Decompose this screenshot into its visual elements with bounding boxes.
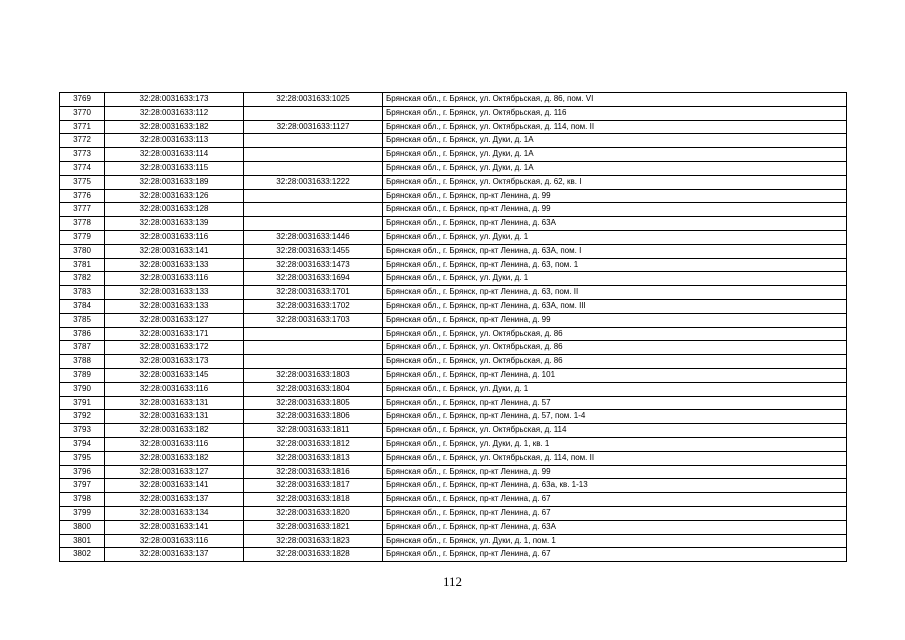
building-number-cell: [244, 217, 383, 231]
cadastral-number-cell: 32:28:0031633:115: [105, 161, 244, 175]
table-row: [60, 313, 847, 327]
table-row: [60, 175, 847, 189]
row-number-cell: 3781: [60, 258, 105, 272]
cadastral-number-cell: 32:28:0031633:133: [105, 299, 244, 313]
building-number-cell: 32:28:0031633:1222: [244, 175, 383, 189]
cadastral-number-cell: 32:28:0031633:131: [105, 410, 244, 424]
address-cell: Брянская обл., г. Брянск, ул. Дуки, д. 1: [383, 382, 847, 396]
page-number: 112: [442, 574, 463, 589]
row-number-cell: 3797: [60, 479, 105, 493]
building-number-cell: [244, 327, 383, 341]
row-number-cell: 3783: [60, 286, 105, 300]
table-row: [60, 437, 847, 451]
cadastral-number-cell: 32:28:0031633:145: [105, 368, 244, 382]
building-number-cell: [244, 189, 383, 203]
row-number-cell: 3801: [60, 534, 105, 548]
building-number-cell: [244, 148, 383, 162]
table-row: [60, 272, 847, 286]
table-row: [60, 355, 847, 369]
building-number-cell: 32:28:0031633:1821: [244, 520, 383, 534]
cadastral-number-cell: 32:28:0031633:128: [105, 203, 244, 217]
building-number-cell: 32:28:0031633:1446: [244, 230, 383, 244]
address-cell: Брянская обл., г. Брянск, пр-кт Ленина, д. 67: [383, 548, 847, 562]
cadastral-number-cell: 32:28:0031633:134: [105, 506, 244, 520]
table-row: [60, 244, 847, 258]
table-row: [60, 93, 847, 107]
table-row: [60, 465, 847, 479]
cadastral-number-cell: 32:28:0031633:133: [105, 258, 244, 272]
building-number-cell: 32:28:0031633:1812: [244, 437, 383, 451]
cadastral-number-cell: 32:28:0031633:141: [105, 244, 244, 258]
cadastral-number-cell: 32:28:0031633:116: [105, 272, 244, 286]
table-row: [60, 327, 847, 341]
building-number-cell: 32:28:0031633:1806: [244, 410, 383, 424]
cadastral-number-cell: 32:28:0031633:133: [105, 286, 244, 300]
cadastral-number-cell: 32:28:0031633:173: [105, 355, 244, 369]
table-row: [60, 520, 847, 534]
address-cell: Брянская обл., г. Брянск, пр-кт Ленина, д. 57: [383, 396, 847, 410]
building-number-cell: [244, 161, 383, 175]
building-number-cell: 32:28:0031633:1816: [244, 465, 383, 479]
address-cell: Брянская обл., г. Брянск, пр-кт Ленина, д. 63, пом. 1: [383, 258, 847, 272]
cadastral-number-cell: 32:28:0031633:182: [105, 424, 244, 438]
address-cell: Брянская обл., г. Брянск, пр-кт Ленина, д. 63а, кв. 1-13: [383, 479, 847, 493]
table-row: [60, 217, 847, 231]
row-number-cell: 3792: [60, 410, 105, 424]
building-number-cell: 32:28:0031633:1811: [244, 424, 383, 438]
row-number-cell: 3798: [60, 493, 105, 507]
cadastral-number-cell: 32:28:0031633:126: [105, 189, 244, 203]
address-cell: Брянская обл., г. Брянск, пр-кт Ленина, д. 63А, пом. III: [383, 299, 847, 313]
address-cell: Брянская обл., г. Брянск, ул. Октябрьская, д. 86: [383, 341, 847, 355]
row-number-cell: 3785: [60, 313, 105, 327]
building-number-cell: 32:28:0031633:1818: [244, 493, 383, 507]
table-row: [60, 161, 847, 175]
row-number-cell: 3776: [60, 189, 105, 203]
building-number-cell: 32:28:0031633:1820: [244, 506, 383, 520]
building-number-cell: 32:28:0031633:1813: [244, 451, 383, 465]
building-number-cell: 32:28:0031633:1127: [244, 120, 383, 134]
table-row: [60, 148, 847, 162]
table-row: [60, 479, 847, 493]
row-number-cell: 3787: [60, 341, 105, 355]
row-number-cell: 3773: [60, 148, 105, 162]
row-number-cell: 3775: [60, 175, 105, 189]
row-number-cell: 3786: [60, 327, 105, 341]
row-number-cell: 3793: [60, 424, 105, 438]
building-number-cell: 32:28:0031633:1805: [244, 396, 383, 410]
cadastral-number-cell: 32:28:0031633:114: [105, 148, 244, 162]
address-cell: Брянская обл., г. Брянск, ул. Дуки, д. 1, кв. 1: [383, 437, 847, 451]
building-number-cell: 32:28:0031633:1703: [244, 313, 383, 327]
table-row: [60, 410, 847, 424]
row-number-cell: 3796: [60, 465, 105, 479]
address-cell: Брянская обл., г. Брянск, пр-кт Ленина, д. 99: [383, 203, 847, 217]
table-row: [60, 506, 847, 520]
table-row: [60, 189, 847, 203]
address-cell: Брянская обл., г. Брянск, пр-кт Ленина, д. 67: [383, 493, 847, 507]
row-number-cell: 3780: [60, 244, 105, 258]
cadastral-number-cell: 32:28:0031633:189: [105, 175, 244, 189]
address-cell: Брянская обл., г. Брянск, пр-кт Ленина, д. 99: [383, 189, 847, 203]
table-row: [60, 396, 847, 410]
building-number-cell: 32:28:0031633:1803: [244, 368, 383, 382]
table-row: [60, 451, 847, 465]
cadastral-number-cell: 32:28:0031633:137: [105, 548, 244, 562]
table-row: [60, 299, 847, 313]
address-cell: Брянская обл., г. Брянск, ул. Дуки, д. 1, пом. 1: [383, 534, 847, 548]
row-number-cell: 3799: [60, 506, 105, 520]
building-number-cell: 32:28:0031633:1025: [244, 93, 383, 107]
table-row: [60, 534, 847, 548]
table-row: [60, 548, 847, 562]
address-cell: Брянская обл., г. Брянск, ул. Октябрьская, д. 114, пом. II: [383, 451, 847, 465]
row-number-cell: 3777: [60, 203, 105, 217]
row-number-cell: 3788: [60, 355, 105, 369]
table-row: [60, 230, 847, 244]
building-number-cell: 32:28:0031633:1828: [244, 548, 383, 562]
cadastral-number-cell: 32:28:0031633:116: [105, 437, 244, 451]
row-number-cell: 3779: [60, 230, 105, 244]
row-number-cell: 3784: [60, 299, 105, 313]
building-number-cell: 32:28:0031633:1817: [244, 479, 383, 493]
address-cell: Брянская обл., г. Брянск, пр-кт Ленина, д. 99: [383, 465, 847, 479]
cadastral-number-cell: 32:28:0031633:141: [105, 479, 244, 493]
row-number-cell: 3778: [60, 217, 105, 231]
cadastral-number-cell: 32:28:0031633:113: [105, 134, 244, 148]
table-row: [60, 258, 847, 272]
table-row: [60, 120, 847, 134]
cadastral-number-cell: 32:28:0031633:116: [105, 230, 244, 244]
address-cell: Брянская обл., г. Брянск, ул. Октябрьская, д. 114: [383, 424, 847, 438]
address-cell: Брянская обл., г. Брянск, ул. Октябрьская, д. 86, пом. VI: [383, 93, 847, 107]
table-row: [60, 286, 847, 300]
cadastral-number-cell: 32:28:0031633:127: [105, 465, 244, 479]
building-number-cell: 32:28:0031633:1804: [244, 382, 383, 396]
cadastral-number-cell: 32:28:0031633:116: [105, 534, 244, 548]
address-cell: Брянская обл., г. Брянск, ул. Октябрьская, д. 86: [383, 355, 847, 369]
address-cell: Брянская обл., г. Брянск, ул. Дуки, д. 1А: [383, 148, 847, 162]
row-number-cell: 3769: [60, 93, 105, 107]
address-cell: Брянская обл., г. Брянск, ул. Дуки, д. 1: [383, 230, 847, 244]
address-cell: Брянская обл., г. Брянск, ул. Дуки, д. 1: [383, 272, 847, 286]
address-cell: Брянская обл., г. Брянск, пр-кт Ленина, д. 63А: [383, 520, 847, 534]
address-cell: Брянская обл., г. Брянск, ул. Октябрьская, д. 114, пом. II: [383, 120, 847, 134]
address-cell: Брянская обл., г. Брянск, пр-кт Ленина, д. 57, пом. 1-4: [383, 410, 847, 424]
address-cell: Брянская обл., г. Брянск, ул. Октябрьская, д. 62, кв. I: [383, 175, 847, 189]
address-cell: Брянская обл., г. Брянск, пр-кт Ленина, д. 63А, пом. I: [383, 244, 847, 258]
building-number-cell: 32:28:0031633:1823: [244, 534, 383, 548]
cadastral-number-cell: 32:28:0031633:112: [105, 106, 244, 120]
table-row: [60, 424, 847, 438]
address-cell: Брянская обл., г. Брянск, ул. Дуки, д. 1А: [383, 134, 847, 148]
cadastral-number-cell: 32:28:0031633:141: [105, 520, 244, 534]
building-number-cell: [244, 134, 383, 148]
row-number-cell: 3802: [60, 548, 105, 562]
building-number-cell: [244, 355, 383, 369]
address-cell: Брянская обл., г. Брянск, ул. Октябрьская, д. 86: [383, 327, 847, 341]
cadastral-number-cell: 32:28:0031633:116: [105, 382, 244, 396]
property-table-body: [60, 93, 847, 562]
row-number-cell: 3789: [60, 368, 105, 382]
row-number-cell: 3774: [60, 161, 105, 175]
address-cell: Брянская обл., г. Брянск, пр-кт Ленина, д. 63А: [383, 217, 847, 231]
row-number-cell: 3790: [60, 382, 105, 396]
building-number-cell: 32:28:0031633:1694: [244, 272, 383, 286]
table-row: [60, 203, 847, 217]
building-number-cell: [244, 203, 383, 217]
cadastral-number-cell: 32:28:0031633:172: [105, 341, 244, 355]
row-number-cell: 3772: [60, 134, 105, 148]
property-table: [59, 92, 847, 562]
cadastral-number-cell: 32:28:0031633:137: [105, 493, 244, 507]
table-row: [60, 134, 847, 148]
cadastral-number-cell: 32:28:0031633:127: [105, 313, 244, 327]
table-row: [60, 368, 847, 382]
cadastral-number-cell: 32:28:0031633:182: [105, 451, 244, 465]
table-row: [60, 493, 847, 507]
row-number-cell: 3782: [60, 272, 105, 286]
cadastral-number-cell: 32:28:0031633:131: [105, 396, 244, 410]
building-number-cell: [244, 341, 383, 355]
cadastral-number-cell: 32:28:0031633:139: [105, 217, 244, 231]
row-number-cell: 3800: [60, 520, 105, 534]
building-number-cell: 32:28:0031633:1701: [244, 286, 383, 300]
row-number-cell: 3771: [60, 120, 105, 134]
address-cell: Брянская обл., г. Брянск, пр-кт Ленина, д. 67: [383, 506, 847, 520]
address-cell: Брянская обл., г. Брянск, пр-кт Ленина, д. 101: [383, 368, 847, 382]
table-row: [60, 382, 847, 396]
building-number-cell: 32:28:0031633:1473: [244, 258, 383, 272]
building-number-cell: 32:28:0031633:1702: [244, 299, 383, 313]
address-cell: Брянская обл., г. Брянск, пр-кт Ленина, д. 99: [383, 313, 847, 327]
address-cell: Брянская обл., г. Брянск, пр-кт Ленина, д. 63, пом. II: [383, 286, 847, 300]
row-number-cell: 3795: [60, 451, 105, 465]
address-cell: Брянская обл., г. Брянск, ул. Дуки, д. 1А: [383, 161, 847, 175]
cadastral-number-cell: 32:28:0031633:182: [105, 120, 244, 134]
row-number-cell: 3794: [60, 437, 105, 451]
cadastral-number-cell: 32:28:0031633:171: [105, 327, 244, 341]
table-row: [60, 341, 847, 355]
row-number-cell: 3791: [60, 396, 105, 410]
address-cell: Брянская обл., г. Брянск, ул. Октябрьская, д. 116: [383, 106, 847, 120]
building-number-cell: 32:28:0031633:1455: [244, 244, 383, 258]
table-row: [60, 106, 847, 120]
cadastral-number-cell: 32:28:0031633:173: [105, 93, 244, 107]
building-number-cell: [244, 106, 383, 120]
row-number-cell: 3770: [60, 106, 105, 120]
